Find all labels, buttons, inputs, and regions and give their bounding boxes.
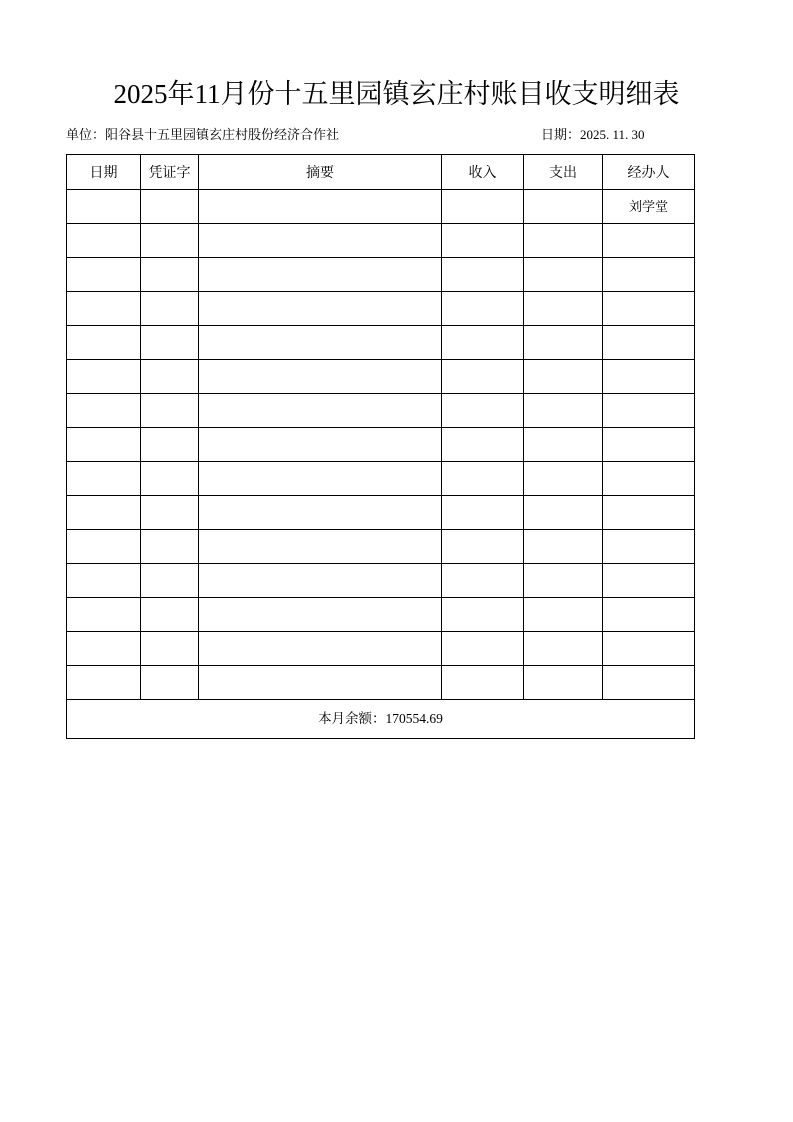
cell-income [442, 462, 524, 496]
cell-voucher [141, 632, 199, 666]
table-row [67, 564, 695, 598]
table-row [67, 326, 695, 360]
monthly-balance-text: 本月余额：170554.69 [318, 711, 443, 726]
date-label: 日期：2025. 11. 30 [541, 127, 645, 142]
cell-handler [603, 564, 695, 598]
cell-voucher [141, 530, 199, 564]
cell-date [67, 360, 141, 394]
cell-date [67, 496, 141, 530]
cell-summary [199, 564, 442, 598]
column-header-income: 收入 [442, 155, 524, 190]
cell-handler [603, 394, 695, 428]
cell-voucher [141, 666, 199, 700]
cell-expense [524, 428, 603, 462]
cell-expense [524, 632, 603, 666]
cell-summary [199, 292, 442, 326]
cell-summary [199, 224, 442, 258]
table-row [67, 632, 695, 666]
cell-handler [603, 496, 695, 530]
cell-income [442, 224, 524, 258]
cell-date [67, 326, 141, 360]
cell-expense [524, 598, 603, 632]
cell-voucher [141, 326, 199, 360]
cell-voucher [141, 360, 199, 394]
cell-handler [603, 292, 695, 326]
cell-date [67, 598, 141, 632]
cell-expense [524, 224, 603, 258]
monthly-balance-cell [67, 700, 695, 739]
table-row [67, 190, 695, 224]
cell-summary [199, 428, 442, 462]
table-row [67, 224, 695, 258]
cell-income [442, 530, 524, 564]
table-row [67, 394, 695, 428]
cell-income [442, 258, 524, 292]
table-row [67, 496, 695, 530]
table-row [67, 360, 695, 394]
cell-date [67, 666, 141, 700]
unit-label: 单位：阳谷县十五里园镇玄庄村股份经济合作社 [66, 127, 340, 142]
cell-income [442, 428, 524, 462]
cell-voucher [141, 190, 199, 224]
cell-handler [603, 258, 695, 292]
cell-summary [199, 258, 442, 292]
cell-expense [524, 190, 603, 224]
cell-income [442, 564, 524, 598]
cell-income [442, 666, 524, 700]
cell-expense [524, 360, 603, 394]
cell-voucher [141, 496, 199, 530]
table-row [67, 462, 695, 496]
cell-date [67, 394, 141, 428]
column-header-handler: 经办人 [603, 155, 695, 190]
cell-income [442, 394, 524, 428]
cell-income [442, 326, 524, 360]
cell-income [442, 496, 524, 530]
cell-date [67, 462, 141, 496]
cell-voucher [141, 462, 199, 496]
ledger-table [66, 154, 695, 739]
column-header-voucher: 凭证字 [141, 155, 199, 190]
table-row [67, 428, 695, 462]
cell-voucher [141, 598, 199, 632]
cell-expense [524, 530, 603, 564]
column-header-summary: 摘要 [199, 155, 442, 190]
cell-summary [199, 598, 442, 632]
cell-voucher [141, 428, 199, 462]
cell-summary [199, 360, 442, 394]
cell-handler [603, 598, 695, 632]
cell-income [442, 632, 524, 666]
cell-voucher [141, 224, 199, 258]
cell-summary [199, 530, 442, 564]
table-header-row [67, 155, 695, 190]
cell-date [67, 224, 141, 258]
cell-expense [524, 258, 603, 292]
cell-summary [199, 496, 442, 530]
cell-date [67, 292, 141, 326]
cell-summary [199, 632, 442, 666]
cell-date [67, 564, 141, 598]
cell-date [67, 428, 141, 462]
cell-summary [199, 666, 442, 700]
cell-voucher [141, 258, 199, 292]
cell-income [442, 598, 524, 632]
cell-date [67, 190, 141, 224]
cell-summary [199, 394, 442, 428]
table-footer-row [67, 700, 695, 739]
table-row [67, 530, 695, 564]
cell-handler [603, 632, 695, 666]
cell-handler [603, 360, 695, 394]
column-header-expense: 支出 [524, 155, 603, 190]
table-row [67, 666, 695, 700]
cell-expense [524, 496, 603, 530]
cell-handler [603, 530, 695, 564]
cell-income [442, 292, 524, 326]
table-row [67, 258, 695, 292]
cell-summary [199, 190, 442, 224]
cell-summary [199, 462, 442, 496]
cell-summary [199, 326, 442, 360]
cell-expense [524, 394, 603, 428]
cell-voucher [141, 564, 199, 598]
cell-date [67, 530, 141, 564]
column-header-date: 日期 [67, 155, 141, 190]
cell-date [67, 258, 141, 292]
cell-voucher [141, 292, 199, 326]
cell-expense [524, 462, 603, 496]
cell-handler [603, 666, 695, 700]
table-row [67, 598, 695, 632]
cell-income [442, 190, 524, 224]
page-title: 2025年11月份十五里园镇玄庄村账目收支明细表 [113, 79, 680, 109]
cell-expense [524, 564, 603, 598]
cell-income [442, 360, 524, 394]
cell-handler [603, 326, 695, 360]
cell-handler [603, 428, 695, 462]
table-row [67, 292, 695, 326]
cell-expense [524, 666, 603, 700]
document-meta [66, 124, 694, 144]
cell-handler [603, 224, 695, 258]
cell-voucher [141, 394, 199, 428]
cell-handler: 刘学堂 [603, 190, 695, 224]
cell-expense [524, 292, 603, 326]
cell-handler [603, 462, 695, 496]
cell-expense [524, 326, 603, 360]
cell-date [67, 632, 141, 666]
